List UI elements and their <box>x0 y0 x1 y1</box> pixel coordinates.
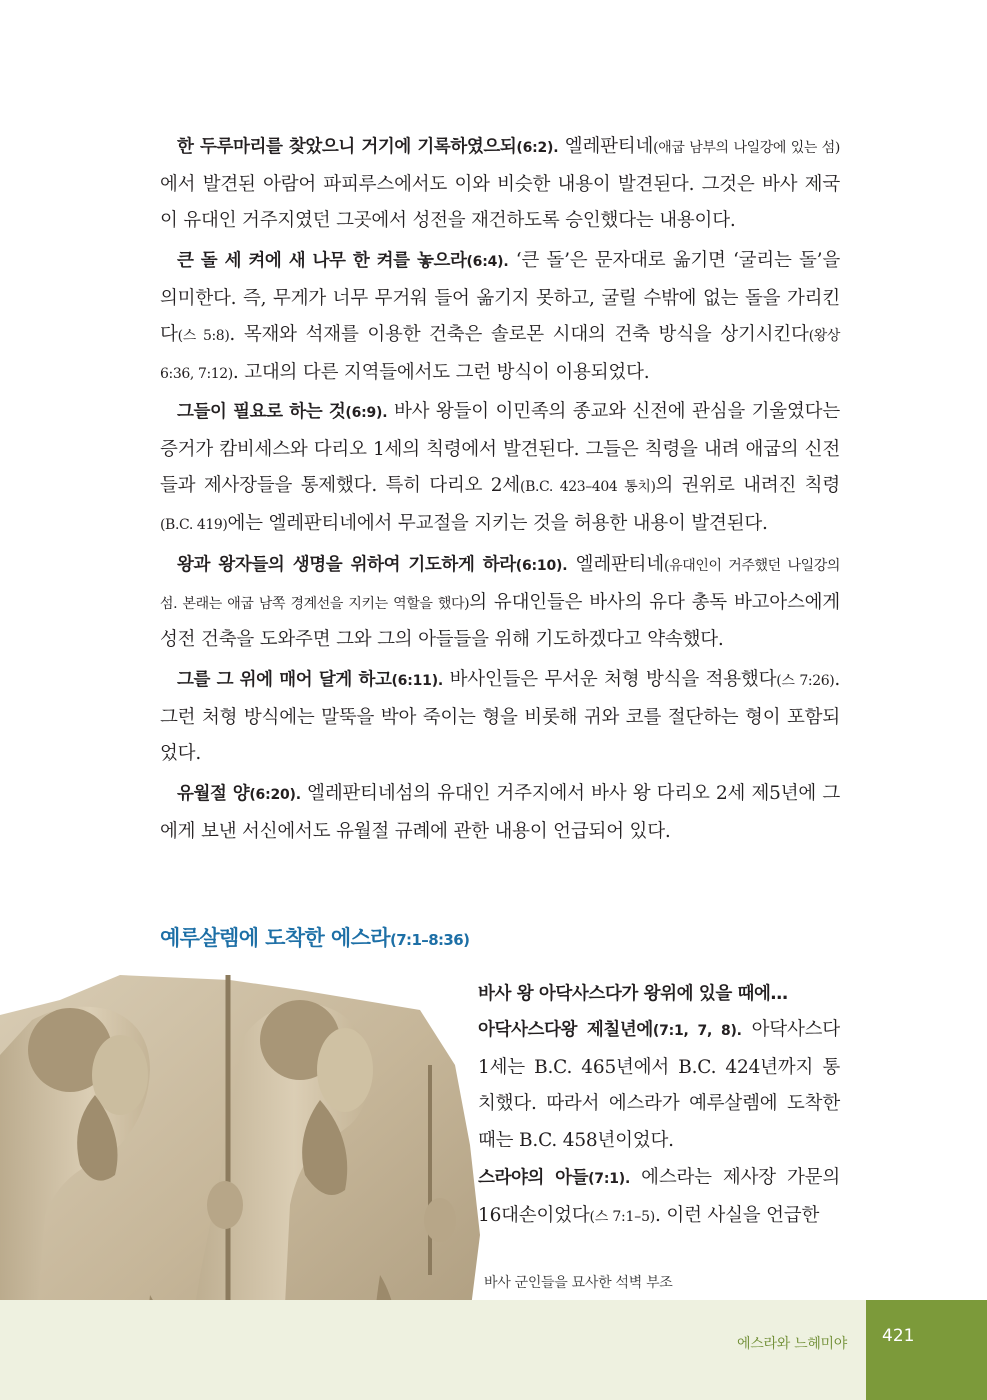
paragraph-6-2 <box>160 129 840 240</box>
paragraph-note: (애굽 남부의 나일강에 있는 섬) <box>653 140 840 156</box>
paragraph-text: 에스라는 제사장 가문의 16대손이었다 <box>478 1167 840 1226</box>
page-number-box <box>866 1300 987 1400</box>
verse-reference: (6:10). <box>515 558 568 574</box>
verse-heading: 왕과 왕자들의 생명을 위하여 기도하게 하라 <box>177 555 516 575</box>
paragraph-note: (스 7:26) <box>776 673 835 689</box>
paragraph-note: (스 5:8) <box>177 328 230 345</box>
verse-heading: 그들이 필요로 하는 것 <box>177 402 346 422</box>
verse-reference: (6:11). <box>391 673 444 689</box>
paragraph-text: . 이런 사실을 언급한 <box>655 1204 820 1226</box>
verse-heading: 유월절 양 <box>177 784 250 804</box>
paragraph-note: (유대인이 거주했던 나일강의 섬. 본래는 애굽 남쪽 경계선을 지키는 역할을 했다) <box>160 558 840 612</box>
paragraph-6-4 <box>160 243 840 392</box>
section-title-text: 예루살렘에 도착한 에스라 <box>160 926 390 950</box>
footer-book-title: 에스라와 느헤미야 <box>737 1336 847 1352</box>
verse-heading: 아닥사스다왕 제칠년에 <box>478 1020 653 1040</box>
paragraph-7-1 <box>478 1160 840 1235</box>
verse-reference: (6:9). <box>345 405 388 421</box>
verse-heading: 큰 돌 세 켜에 새 나무 한 켜를 놓으라 <box>177 251 467 271</box>
paragraph-note: (왕상 6:36, 7:12) <box>160 328 840 382</box>
side-heading <box>478 976 840 1013</box>
paragraph-note: (스 7:1–5) <box>589 1208 656 1225</box>
paragraph-6-20 <box>160 776 840 850</box>
paragraph-text: 에서 발견된 아람어 파피루스에서도 이와 비슷한 내용이 발견된다. 그것은 바사 제국이 유대인 거주지였던 그곳에서 성전을 재건하도록 승인했다는 내용이다. <box>160 173 840 232</box>
verse-heading: 그를 그 위에 매어 달게 하고 <box>177 670 392 690</box>
paragraph-text: 의 권위로 내려진 칙령 <box>655 475 840 497</box>
verse-heading: 한 두루마리를 찾았으니 거기에 기록하였으되 <box>177 137 517 157</box>
verse-reference: (6:2). <box>516 140 559 156</box>
paragraph-text: . 목재와 석재를 이용한 건축은 솔로몬 시대의 건축 방식을 상기시킨다 <box>229 324 809 346</box>
section-title <box>160 922 469 952</box>
paragraph-text: 에는 엘레판티네에서 무교절을 지키는 것을 허용한 내용이 발견된다. <box>227 512 768 534</box>
paragraph-6-9 <box>160 394 840 543</box>
paragraph-text: ‘큰 돌’은 문자대로 옮기면 ‘굴리는 돌’을 의미한다. 즉, 무게가 너무 무거워 들어 옮기지 못하고, 굴릴 수밖에 없는 돌을 가리킨다 <box>160 250 841 346</box>
verse-reference: (7:1, 7, 8). <box>652 1023 742 1039</box>
paragraph-note: (B.C. 419) <box>160 516 228 533</box>
paragraph-text: 엘레판티네 <box>558 136 654 157</box>
paragraph-text: 바사인들은 무서운 처형 방식을 적용했다 <box>443 669 777 690</box>
verse-reference: (6:20). <box>249 787 301 803</box>
verse-reference: (7:1). <box>588 1171 631 1187</box>
page-number: 421 <box>882 1326 915 1346</box>
verse-heading: 바사 왕 아닥사스다가 왕위에 있을 때에… <box>478 984 788 1004</box>
paragraph-7-1-7-8 <box>478 1012 840 1159</box>
paragraph-text: . 고대의 다른 지역들에서도 그런 방식이 이용되었다. <box>232 361 650 383</box>
paragraph-text: 바사 왕들이 이민족의 종교와 신전에 관심을 기울였다는 증거가 캄비세스와 다리오 1세의 칙령에서 발견된다. 그들은 칙령을 내려 애굽의 신전들과 제사장들을 통제했다. 특히 다리오 2세 <box>160 401 840 497</box>
section-range: (7:1–8:36) <box>389 931 470 949</box>
paragraph-text: 엘레판티네섬의 유대인 거주지에서 바사 왕 다리오 2세 제5년에 그에게 보낸 서신에서도 유월절 규례에 관한 내용이 언급되어 있다. <box>160 783 841 842</box>
figure-caption: 바사 군인들을 묘사한 석벽 부조 <box>484 1275 673 1291</box>
paragraph-6-11 <box>160 662 840 773</box>
verse-reference: (6:4). <box>466 254 509 270</box>
verse-heading: 스라야의 아들 <box>478 1168 589 1188</box>
paragraph-text: 아닥사스다 1세는 B.C. 465년에서 B.C. 424년까지 통치했다. 따라서 에스라가 예루살렘에 도착한 때는 B.C. 458년이었다. <box>478 1019 840 1151</box>
paragraph-text: 엘레판티네 <box>567 554 665 575</box>
paragraph-6-10 <box>160 547 840 659</box>
paragraph-text: 의 유대인들은 바사의 유다 총독 바고아스에게 성전 건축을 도와주면 그와 그의 아들들을 위해 기도하겠다고 약속했다. <box>160 591 840 651</box>
paragraph-text: . 그런 처형 방식에는 말뚝을 박아 죽이는 형을 비롯해 귀와 코를 절단하는 형이 포함되었다. <box>160 669 840 765</box>
paragraph-note: (B.C. 423–404 통치) <box>520 479 656 496</box>
